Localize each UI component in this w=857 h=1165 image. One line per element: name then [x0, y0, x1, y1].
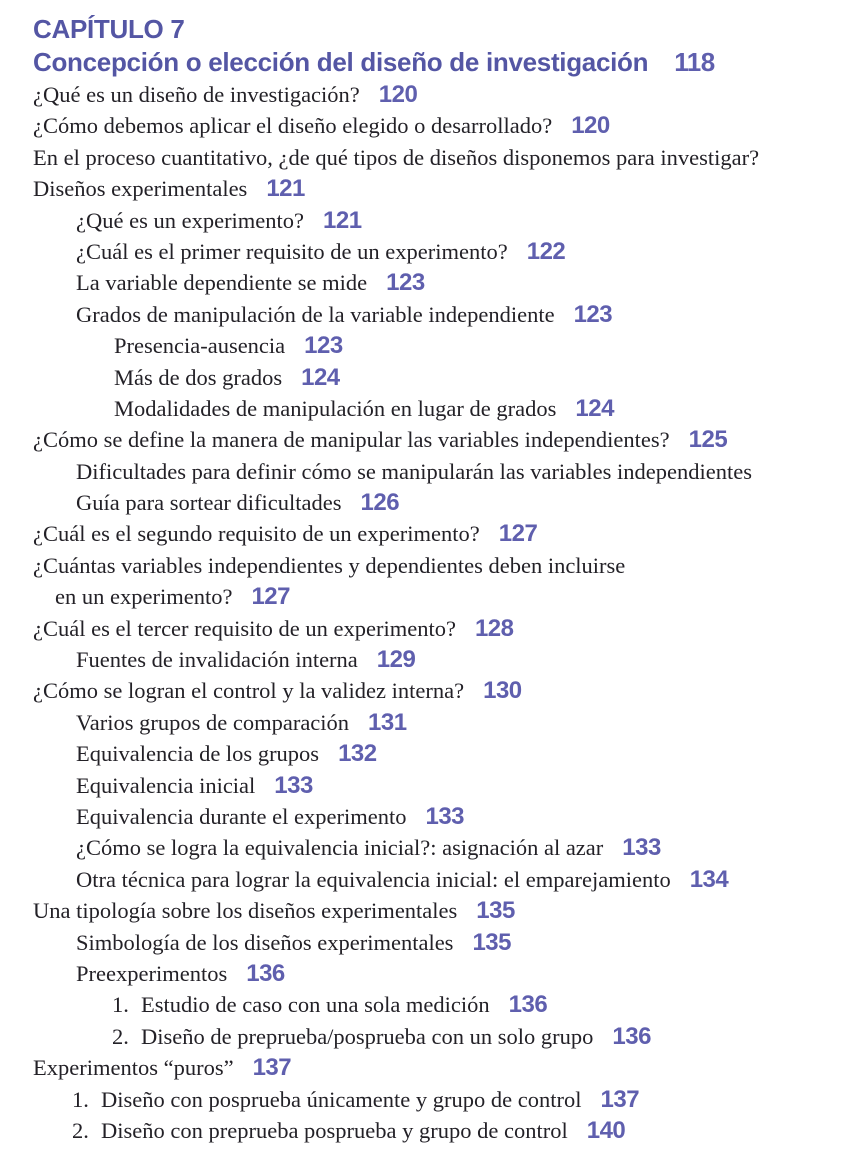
toc-entry	[0, 581, 857, 612]
entry-page-number: 136	[246, 959, 285, 987]
entry-text: Más de dos grados	[114, 364, 283, 390]
entry-page-number: 126	[360, 489, 400, 517]
entry-text: Diseño con posprueba únicamente y grupo de control	[101, 1086, 582, 1112]
entry-page-number: 131	[368, 708, 407, 736]
entry-page-number: 136	[612, 1022, 651, 1050]
toc-entry	[0, 1021, 857, 1052]
entry-text: Otra técnica para lograr la equivalencia inicial: el emparejamiento	[76, 866, 671, 892]
entry-text: Equivalencia durante el experimento	[76, 803, 407, 829]
entry-page-number: 125	[688, 426, 728, 454]
entry-page-number: 128	[474, 614, 514, 642]
toc-entry	[0, 1052, 857, 1083]
entry-text: Una tipología sobre los diseños experimentales	[33, 898, 458, 924]
chapter-label: CAPÍTULO 7	[33, 14, 185, 44]
toc-entry	[0, 895, 857, 926]
entry-text: Modalidades de manipulación en lugar de grados	[114, 395, 557, 421]
toc-entry	[0, 550, 857, 581]
entry-text: ¿Cómo debemos aplicar el diseño elegido o desarrollado?	[33, 113, 553, 139]
entry-text: Fuentes de invalidación interna	[76, 647, 358, 673]
toc-entry	[0, 330, 857, 361]
entry-page-number: 133	[425, 802, 465, 830]
toc-entry	[0, 738, 857, 769]
entry-page-number: 124	[575, 394, 614, 422]
entry-page-number: 135	[476, 897, 515, 925]
entry-page-number: 132	[338, 740, 377, 768]
toc-entry	[0, 644, 857, 675]
entry-number: 1.	[72, 1086, 89, 1112]
toc-entry	[0, 518, 857, 549]
entry-page-number: 129	[376, 646, 416, 674]
toc-entry	[0, 832, 857, 863]
toc-entries	[0, 79, 857, 1146]
entry-text: ¿Cómo se define la manera de manipular las variables independientes?	[33, 427, 670, 453]
entry-text: Presencia-ausencia	[114, 333, 286, 359]
entry-number: 2.	[72, 1117, 89, 1143]
entry-text: ¿Cómo se logra la equivalencia inicial?: asignación al azar	[76, 835, 604, 861]
toc-entry	[0, 456, 857, 487]
entry-text: Varios grupos de comparación	[76, 709, 350, 735]
entry-text: Equivalencia inicial	[76, 772, 256, 798]
entry-page-number: 133	[622, 834, 661, 862]
entry-text: ¿Cuál es el segundo requisito de un experimento?	[33, 521, 480, 547]
toc-entry	[0, 487, 857, 518]
entry-text: Grados de manipulación de la variable independiente	[76, 301, 555, 327]
toc-entry	[0, 173, 857, 204]
toc-entry	[0, 393, 857, 424]
entry-page-number: 121	[323, 206, 362, 234]
entry-page-number: 130	[483, 677, 522, 705]
toc-entry	[0, 299, 857, 330]
entry-page-number: 127	[251, 583, 290, 611]
entry-page-number: 124	[301, 363, 340, 391]
chapter-title-row	[0, 46, 857, 79]
toc-entry	[0, 110, 857, 141]
chapter-title: Concepción o elección del diseño de investigación	[33, 47, 649, 77]
entry-text: Guía para sortear dificultades	[76, 490, 342, 516]
entry-page-number: 123	[304, 332, 343, 360]
entry-page-number: 123	[573, 300, 613, 328]
toc-entry	[0, 989, 857, 1020]
entry-page-number: 127	[498, 520, 538, 548]
toc-entry	[0, 927, 857, 958]
toc-entry	[0, 79, 857, 110]
entry-text: ¿Cómo se logran el control y la validez interna?	[33, 678, 465, 704]
entry-page-number: 137	[600, 1085, 640, 1113]
entry-text: Diseño de preprueba/posprueba con un solo grupo	[141, 1023, 594, 1049]
toc-entry	[0, 707, 857, 738]
entry-text: Estudio de caso con una sola medición	[141, 992, 490, 1018]
entry-text: Equivalencia de los grupos	[76, 741, 320, 767]
entry-number: 2.	[112, 1023, 129, 1049]
toc-entry	[0, 267, 857, 298]
entry-page-number: 134	[689, 865, 729, 893]
entry-text: La variable dependiente se mide	[76, 270, 368, 296]
entry-page-number: 133	[274, 771, 313, 799]
toc-entry	[0, 362, 857, 393]
chapter-page-number: 118	[674, 47, 715, 77]
entry-page-number: 140	[586, 1116, 626, 1144]
toc-entry	[0, 675, 857, 706]
entry-text: En el proceso cuantitativo, ¿de qué tipos de diseños disponemos para investigar?	[33, 144, 760, 170]
entry-text: en un experimento?	[55, 584, 233, 610]
toc-entry	[0, 236, 857, 267]
toc-entry	[0, 801, 857, 832]
entry-page-number: 121	[266, 175, 305, 203]
toc-entry	[0, 958, 857, 989]
entry-number: 1.	[112, 992, 129, 1018]
entry-page-number: 120	[571, 112, 610, 140]
toc-entry	[0, 205, 857, 236]
entry-text: Experimentos “puros”	[33, 1055, 234, 1081]
toc-entry	[0, 1084, 857, 1115]
entry-page-number: 123	[386, 269, 425, 297]
entry-text: ¿Qué es un diseño de investigación?	[33, 82, 360, 107]
entry-text: ¿Cuál es el primer requisito de un experimento?	[76, 238, 508, 264]
entry-page-number: 135	[472, 928, 511, 956]
entry-text: ¿Cuántas variables independientes y dependientes deben incluirse	[33, 552, 626, 578]
entry-text: Preexperimentos	[76, 960, 228, 986]
toc-entry	[0, 424, 857, 455]
entry-text: Simbología de los diseños experimentales	[76, 929, 454, 955]
entry-page-number: 120	[378, 81, 418, 108]
toc-entry	[0, 864, 857, 895]
entry-text: Dificultades para definir cómo se manipularán las variables independientes	[76, 458, 752, 484]
entry-text: ¿Qué es un experimento?	[76, 207, 305, 233]
entry-page-number: 122	[526, 237, 566, 265]
entry-text: ¿Cuál es el tercer requisito de un experimento?	[33, 615, 456, 641]
toc-entry	[0, 770, 857, 801]
entry-text: Diseño con preprueba posprueba y grupo de control	[101, 1117, 568, 1143]
entry-page-number: 136	[508, 991, 548, 1019]
entry-text: Diseños experimentales	[33, 176, 248, 202]
entry-page-number: 137	[252, 1054, 292, 1082]
toc-entry	[0, 1115, 857, 1146]
toc-entry	[0, 613, 857, 644]
toc-entry	[0, 142, 857, 173]
